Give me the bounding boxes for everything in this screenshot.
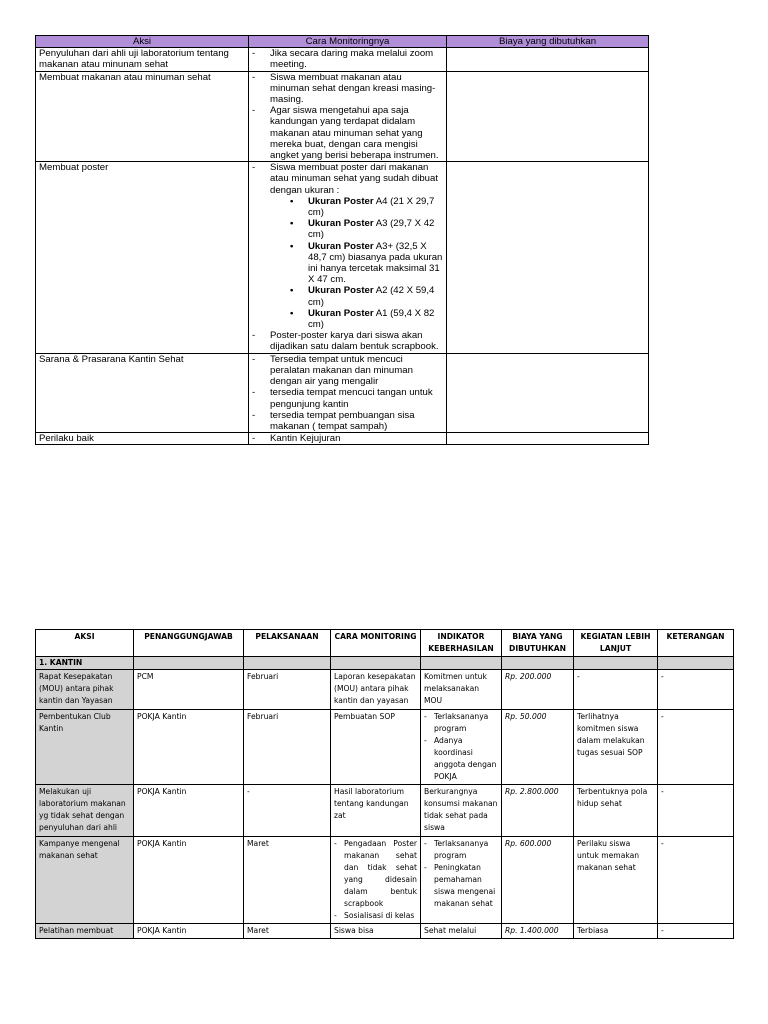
- keterangan-cell: -: [658, 924, 734, 939]
- list-item: [334, 838, 417, 911]
- biaya-cell: Rp. 50.000: [502, 709, 574, 785]
- bullet-text: A3+ (32,5 X 48,7 cm) biasanya pada ukuran ini hanya tercetak maksimal 31 X 47 cm.: [308, 240, 443, 286]
- bullet-text: A2 (42 X 59,4 cm): [308, 285, 435, 308]
- header-cara-monitoring: CARA MONITORING: [331, 630, 421, 657]
- action-table: [35, 35, 649, 445]
- item-text: Poster-poster karya dari siswa akan dijadikan satu dalam bentuk scrapbook.: [270, 330, 439, 353]
- list-item: [252, 387, 443, 409]
- header-aksi: Aksi: [36, 36, 249, 48]
- item-text: tersedia tempat pembuangan sisa makanan ( tempat sampah): [270, 409, 415, 432]
- header-pelaksanaan: PELAKSANAAN: [244, 630, 331, 657]
- bullet-item: [290, 308, 443, 330]
- bullet-text: A1 (59,4 X 82 cm): [308, 307, 435, 331]
- dash-list: [252, 433, 443, 444]
- dash-list: [252, 48, 443, 70]
- item-text: Terlaksananya program: [434, 711, 489, 733]
- header-kegiatan-lanjut: KEGIATAN LEBIH LANJUT: [574, 630, 658, 657]
- penanggungjawab-cell: POKJA Kantin: [134, 836, 244, 924]
- section-row: [36, 657, 734, 670]
- item-text: Siswa membuat makanan atau minuman sehat dengan kreasi masing-masing.: [270, 71, 436, 106]
- aksi-cell: Rapat Kesepakatan (MOU) antara pihak kantin dan Yayasan: [36, 670, 134, 709]
- bullet-marker: •: [290, 307, 294, 319]
- table-row: [36, 71, 649, 162]
- biaya-cell: Rp. 2.800.000: [502, 785, 574, 836]
- dash-marker: -: [252, 353, 256, 365]
- pelaksanaan-cell: Februari: [244, 670, 331, 709]
- list-item: [252, 105, 443, 161]
- item-text: Jika secara daring maka melalui zoom meeting.: [270, 48, 434, 71]
- dash-marker: -: [252, 387, 256, 399]
- list-item: [252, 162, 443, 330]
- item-text: Peningkatan pemahaman siswa mengenai makanan sehat: [434, 862, 496, 908]
- dash-marker: -: [424, 735, 427, 745]
- dash-marker: -: [252, 330, 256, 342]
- biaya-cell: Rp. 600.000: [502, 836, 574, 924]
- monitoring-cell: [249, 48, 447, 71]
- list-item: [252, 48, 443, 70]
- cara-monitoring-cell: Laporan kesepakatan (MOU) antara pihak kantin dan yayasan: [331, 670, 421, 709]
- list-item: [334, 910, 417, 922]
- bullet-marker: •: [290, 285, 294, 297]
- monitoring-cell: [249, 162, 447, 353]
- biaya-cell: Rp. 1.400.000: [502, 924, 574, 939]
- item-text: Sosialisasi di kelas: [344, 911, 415, 921]
- table-row: [36, 836, 734, 924]
- biaya-cell: [447, 71, 649, 162]
- pelaksanaan-cell: Maret: [244, 924, 331, 939]
- dash-marker: -: [334, 911, 337, 921]
- indikator-cell: Komitmen untuk melaksanakan MOU: [421, 670, 502, 709]
- dash-marker: -: [424, 862, 427, 872]
- keterangan-cell: -: [658, 670, 734, 709]
- header-indikator: INDIKATOR KEBERHASILAN: [421, 630, 502, 657]
- pelaksanaan-cell: -: [244, 785, 331, 836]
- monitoring-cell: [249, 433, 447, 445]
- biaya-cell: [447, 433, 649, 445]
- bullet-item: [290, 218, 443, 240]
- kantin-plan-table: [35, 629, 734, 939]
- list-item: [252, 433, 443, 444]
- bullet-list: [270, 196, 443, 330]
- table-row: [36, 433, 649, 445]
- list-item: [252, 72, 443, 106]
- bullet-bold: Ukuran Poster: [308, 218, 374, 230]
- dash-list: [252, 72, 443, 162]
- aksi-cell: Pelatihan membuat: [36, 924, 134, 939]
- kegiatan-lanjut-cell: Terbentuknya pola hidup sehat: [574, 785, 658, 836]
- biaya-cell: Rp. 200.000: [502, 670, 574, 709]
- aksi-cell: Sarana & Prasarana Kantin Sehat: [36, 353, 249, 432]
- bullet-text: A4 (21 X 29,7 cm): [308, 195, 435, 219]
- table-row: [36, 162, 649, 353]
- bullet-bold: Ukuran Poster: [308, 307, 374, 319]
- list-item: [424, 711, 498, 735]
- penanggungjawab-cell: POKJA Kantin: [134, 785, 244, 836]
- aksi-cell: Kampanye mengenal makanan sehat: [36, 836, 134, 924]
- list-item: [252, 410, 443, 432]
- indikator-cell: [421, 836, 502, 924]
- item-text: tersedia tempat mencuci tangan untuk pengunjung kantin: [270, 387, 433, 410]
- header-aksi: AKSI: [36, 630, 134, 657]
- dash-list: [424, 711, 498, 784]
- list-item: [252, 354, 443, 388]
- aksi-cell: Perilaku baik: [36, 433, 249, 445]
- cara-monitoring-cell: [331, 836, 421, 924]
- bullet-item: [290, 285, 443, 307]
- bullet-bold: Ukuran Poster: [308, 240, 374, 252]
- dash-list: [424, 838, 498, 911]
- dash-list: [252, 354, 443, 432]
- item-text: Tersedia tempat untuk mencuci peralatan makanan dan minuman dengan air yang mengalir: [270, 353, 413, 388]
- kegiatan-lanjut-cell: Perilaku siswa untuk memakan makanan sehat: [574, 836, 658, 924]
- item-text: Agar siswa mengetahui apa saja kandungan yang terdapat didalam makanan atau minuman sehat yang mereka buat, dengan cara mengisi angket yang berisi beberapa instrumen.: [270, 105, 439, 162]
- aksi-cell: Pembentukan Club Kantin: [36, 709, 134, 785]
- item-text: Kantin Kejujuran: [270, 433, 341, 445]
- penanggungjawab-cell: POKJA Kantin: [134, 924, 244, 939]
- item-text: Terlaksananya program: [434, 838, 489, 860]
- bullet-bold: Ukuran Poster: [308, 195, 374, 207]
- bullet-marker: •: [290, 240, 294, 252]
- aksi-cell: Membuat poster: [36, 162, 249, 353]
- header-biaya: Biaya yang dibutuhkan: [447, 36, 649, 48]
- bullet-item: [290, 196, 443, 218]
- keterangan-cell: -: [658, 785, 734, 836]
- dash-marker: -: [252, 105, 256, 117]
- plan-table-header: [36, 630, 734, 657]
- bullet-text: A3 (29,7 X 42 cm): [308, 218, 435, 241]
- pelaksanaan-cell: Maret: [244, 836, 331, 924]
- list-item: [252, 330, 443, 352]
- header-cara-monitoring: Cara Monitoringnya: [249, 36, 447, 48]
- list-item: [424, 838, 498, 862]
- biaya-cell: [447, 48, 649, 71]
- keterangan-cell: -: [658, 836, 734, 924]
- keterangan-cell: -: [658, 709, 734, 785]
- dash-marker: -: [252, 48, 256, 60]
- biaya-cell: [447, 162, 649, 353]
- dash-marker: -: [424, 838, 427, 848]
- penanggungjawab-cell: POKJA Kantin: [134, 709, 244, 785]
- bullet-marker: •: [290, 218, 294, 230]
- dash-marker: -: [252, 409, 256, 421]
- kegiatan-lanjut-cell: Terlihatnya komitmen siswa dalam melakukan tugas sesuai SOP: [574, 709, 658, 785]
- dash-marker: -: [252, 71, 256, 83]
- indikator-cell: [421, 709, 502, 785]
- cara-monitoring-cell: Pembuatan SOP: [331, 709, 421, 785]
- action-table-header: [36, 36, 649, 48]
- bullet-bold: Ukuran Poster: [308, 285, 374, 297]
- header-penanggungjawab: PENANGGUNGJAWAB: [134, 630, 244, 657]
- aksi-cell: Membuat makanan atau minuman sehat: [36, 71, 249, 162]
- dash-marker: -: [252, 433, 256, 445]
- section-label: 1. KANTIN: [36, 657, 134, 670]
- dash-marker: -: [334, 838, 337, 848]
- item-text: Adanya koordinasi anggota dengan POKJA: [434, 735, 497, 782]
- monitoring-cell: [249, 71, 447, 162]
- table-row: [36, 924, 734, 939]
- list-item: [424, 862, 498, 910]
- kegiatan-lanjut-cell: Terbiasa: [574, 924, 658, 939]
- monitoring-cell: [249, 353, 447, 432]
- dash-list: [334, 838, 417, 923]
- header-biaya: BIAYA YANG DIBUTUHKAN: [502, 630, 574, 657]
- kegiatan-lanjut-cell: -: [574, 670, 658, 709]
- bullet-marker: •: [290, 195, 294, 207]
- aksi-cell: Penyuluhan dari ahli uji laboratorium tentang makanan atau minunam sehat: [36, 48, 249, 71]
- header-keterangan: KETERANGAN: [658, 630, 734, 657]
- cara-monitoring-cell: Hasil laboratorium tentang kandungan zat: [331, 785, 421, 836]
- biaya-cell: [447, 353, 649, 432]
- pelaksanaan-cell: Februari: [244, 709, 331, 785]
- indikator-cell: Berkurangnya konsumsi makanan tidak sehat pada siswa: [421, 785, 502, 836]
- dash-marker: -: [424, 711, 427, 721]
- list-item: [424, 735, 498, 783]
- dash-marker: -: [252, 162, 256, 174]
- indikator-cell: Sehat melalui: [421, 924, 502, 939]
- table-row: [36, 353, 649, 432]
- item-text: Pengadaan Poster makanan sehat dan tidak sehat yang didesain dalam bentuk scrapbook: [344, 838, 417, 908]
- penanggungjawab-cell: PCM: [134, 670, 244, 709]
- table-row: [36, 48, 649, 71]
- aksi-cell: Melakukan uji laboratorium makanan yg tidak sehat dengan penyuluhan dari ahli: [36, 785, 134, 836]
- bullet-item: [290, 241, 443, 286]
- item-text: Siswa membuat poster dari makanan atau minuman sehat yang sudah dibuat dengan ukuran :: [270, 162, 439, 196]
- table-row: [36, 709, 734, 785]
- dash-list: [252, 162, 443, 352]
- table-row: [36, 785, 734, 836]
- table-row: [36, 670, 734, 709]
- cara-monitoring-cell: Siswa bisa: [331, 924, 421, 939]
